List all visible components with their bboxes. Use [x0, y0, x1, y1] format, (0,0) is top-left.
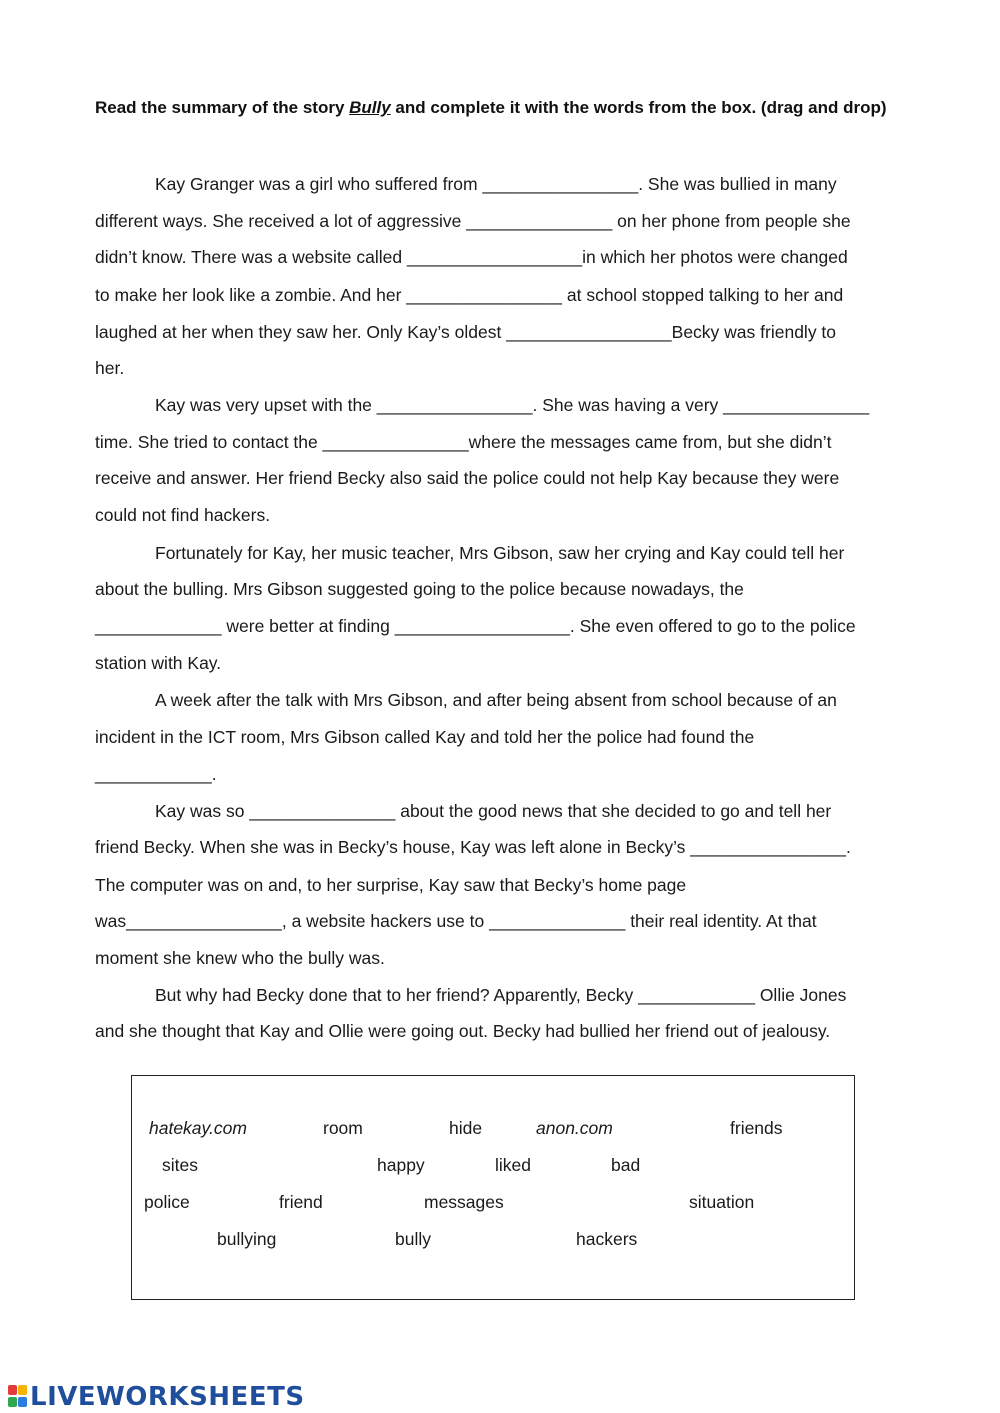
story-line [95, 430, 831, 454]
word-bank-item[interactable]: anon.com [536, 1118, 613, 1138]
story-line [95, 835, 851, 859]
liveworksheets-logo-icon [8, 1385, 28, 1409]
answer-blank[interactable]: _______________ [322, 432, 469, 452]
story-text: friend Becky. When she was in Becky’s house, Kay was left alone in Becky’s [95, 837, 691, 857]
story-line [95, 614, 856, 638]
answer-blank[interactable]: _________________ [506, 322, 672, 342]
answer-blank[interactable]: ________________ [376, 395, 533, 415]
story-line [95, 762, 217, 786]
story-text: and she thought that Kay and Ollie were going out. Becky had bullied her friend out of jealousy. [95, 1021, 831, 1041]
story-text: Kay was so [155, 801, 250, 821]
word-bank-item[interactable]: hatekay.com [149, 1118, 247, 1138]
story-text: didn’t know. There was a website called [95, 247, 407, 267]
story-text: Fortunately for Kay, her music teacher, Mrs Gibson, saw her crying and Kay could tell her [155, 543, 845, 563]
word-bank-item[interactable]: friend [279, 1192, 323, 1212]
story-line [155, 799, 831, 823]
answer-blank[interactable]: __________________ [406, 247, 583, 267]
story-line [95, 356, 124, 380]
liveworksheets-brand: LIVEWORKSHEETS [30, 1382, 305, 1412]
story-text: their real identity. At that [625, 911, 817, 931]
story-text: . [846, 837, 851, 857]
word-bank-item[interactable]: liked [495, 1155, 531, 1175]
story-text: laughed at her when they saw her. Only Kay’s oldest [95, 322, 507, 342]
word-bank-item[interactable]: situation [689, 1192, 755, 1212]
word-bank-item[interactable]: messages [424, 1192, 504, 1212]
story-text: at school stopped talking to her and [562, 285, 844, 305]
instructions-text-before: Read the summary of the story [95, 98, 350, 117]
story-line [95, 466, 839, 490]
story-text: in which her photos were changed [582, 247, 848, 267]
story-text: But why had Becky done that to her friend? Apparently, Becky [155, 985, 639, 1005]
word-bank-item[interactable]: sites [162, 1155, 198, 1175]
answer-blank[interactable]: ____________ [95, 764, 212, 784]
story-line [95, 283, 843, 307]
story-line [95, 946, 385, 970]
story-text: could not find hackers. [95, 505, 271, 525]
word-bank-item[interactable]: happy [377, 1155, 425, 1175]
story-text: where the messages came from, but she didn’t [468, 432, 832, 452]
story-line [155, 393, 869, 417]
word-bank-item[interactable]: room [323, 1118, 363, 1138]
word-bank-item[interactable]: bullying [217, 1229, 277, 1249]
story-line [95, 320, 836, 344]
story-text: were better at finding [221, 616, 395, 636]
instructions-text-after: and complete it with the words from the box. (drag and drop) [390, 98, 887, 117]
answer-blank[interactable]: _______________ [466, 211, 613, 231]
story-text: on her phone from people she [612, 211, 851, 231]
story-line [95, 1019, 830, 1043]
story-line [155, 983, 846, 1007]
liveworksheets-logo [8, 1382, 305, 1412]
story-text: receive and answer. Her friend Becky also said the police could not help Kay because they were [95, 468, 840, 488]
story-line [95, 909, 817, 933]
story-text: , a website hackers use to [281, 911, 490, 931]
story-text: to make her look like a zombie. And her [95, 285, 407, 305]
story-text: . She was bullied in many [638, 174, 837, 194]
story-line [155, 541, 844, 565]
story-line [95, 873, 686, 897]
answer-blank[interactable]: ________________ [406, 285, 563, 305]
story-line [95, 503, 270, 527]
word-bank-item[interactable]: bully [395, 1229, 431, 1249]
story-text: Kay Granger was a girl who suffered from [155, 174, 483, 194]
story-line [155, 688, 837, 712]
word-bank-box [131, 1075, 855, 1300]
story-text: . She was having a very [532, 395, 724, 415]
story-text: about the good news that she decided to go and tell her [395, 801, 832, 821]
story-text: different ways. She received a lot of aggressive [95, 211, 467, 231]
story-text: A week after the talk with Mrs Gibson, and after being absent from school because of an [155, 690, 837, 710]
story-line [95, 725, 754, 749]
answer-blank[interactable]: _______________ [723, 395, 870, 415]
word-bank-item[interactable]: police [144, 1192, 190, 1212]
word-bank-item[interactable]: bad [611, 1155, 641, 1175]
story-text: incident in the ICT room, Mrs Gibson called Kay and told her the police had found the [95, 727, 755, 747]
story-text: was [95, 911, 127, 931]
story-text: Kay was very upset with the [155, 395, 377, 415]
word-bank-item[interactable]: friends [730, 1118, 783, 1138]
story-text: The computer was on and, to her surprise, Kay saw that Becky’s home page [95, 875, 687, 895]
story-text: . She even offered to go to the police [569, 616, 856, 636]
answer-blank[interactable]: ________________ [126, 911, 282, 931]
story-text: Becky was friendly to [671, 322, 837, 342]
story-text: about the bulling. Mrs Gibson suggested going to the police because nowadays, the [95, 579, 744, 599]
answer-blank[interactable]: ________________ [482, 174, 639, 194]
story-text: moment she knew who the bully was. [95, 948, 385, 968]
story-title: Bully [349, 98, 391, 117]
answer-blank[interactable]: _____________ [95, 616, 222, 636]
story-line [95, 577, 744, 601]
story-text: station with Kay. [95, 653, 222, 673]
answer-blank[interactable]: __________________ [394, 616, 570, 636]
story-text: . [211, 764, 217, 784]
answer-blank[interactable]: _______________ [249, 801, 396, 821]
word-bank-item[interactable]: hackers [576, 1229, 638, 1249]
answer-blank[interactable]: ____________ [638, 985, 755, 1005]
answer-blank[interactable]: ________________ [690, 837, 847, 857]
answer-blank[interactable]: ______________ [489, 911, 626, 931]
story-text: Ollie Jones [754, 985, 847, 1005]
word-bank-item[interactable]: hide [449, 1118, 483, 1138]
story-line [155, 172, 837, 196]
story-text: her. [95, 358, 125, 378]
instructions [95, 95, 895, 120]
story-text: time. She tried to contact the [95, 432, 323, 452]
story-line [95, 651, 221, 675]
story-line [95, 209, 851, 233]
story-line [95, 245, 848, 269]
